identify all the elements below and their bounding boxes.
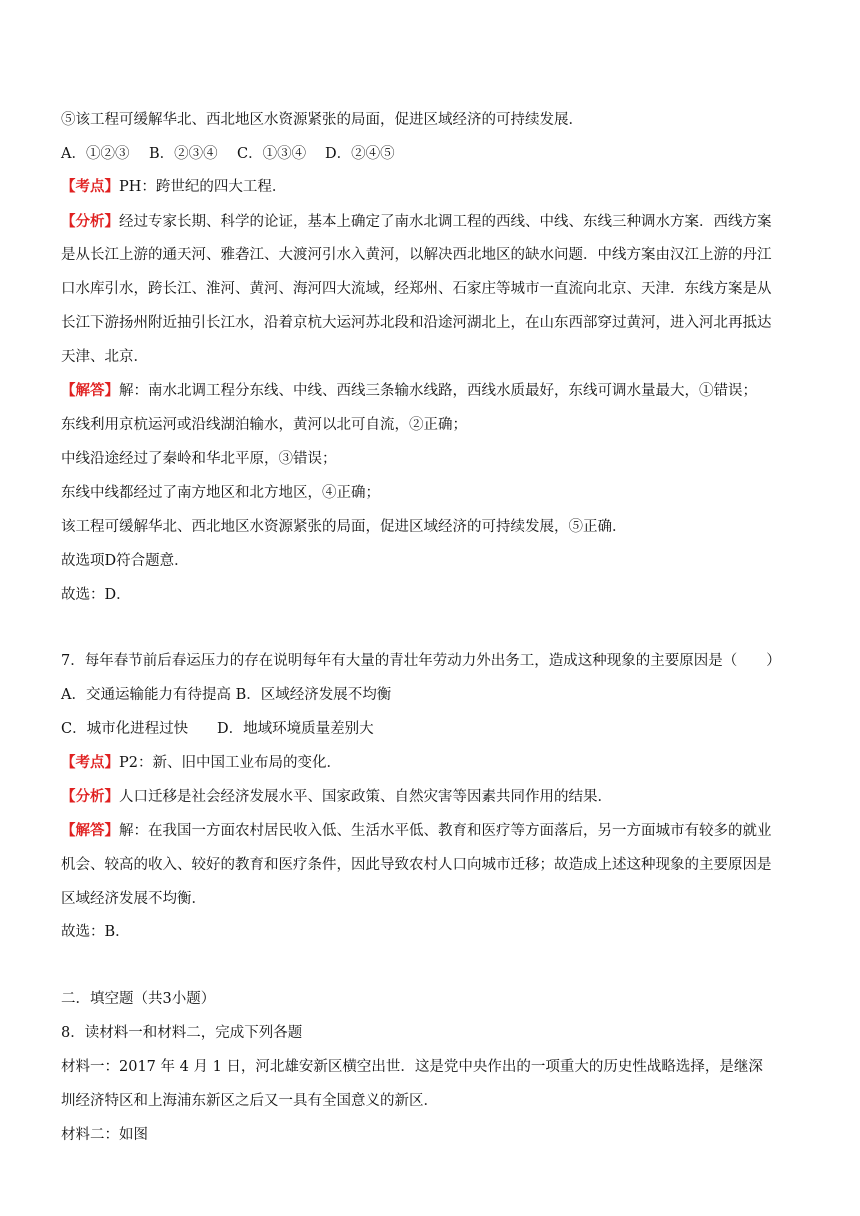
q7-jieda-line-3: 区域经济发展不均衡． — [61, 891, 206, 907]
fenxi-text: 经过专家长期、科学的论证，基本上确定了南水北调工程的西线、中线、东线三种调水方案．西线方案 — [119, 214, 772, 230]
q7-option-b: B．区域经济发展不均衡 — [235, 687, 392, 703]
q6-options — [61, 144, 395, 164]
q7-jieda-line-2: 机会、较高的收入、较好的教育和医疗条件，因此导致农村人口向城市迁移；故造成上述这种现象的主要原因是 — [61, 857, 772, 873]
jieda-text: 解：在我国一方面农村居民收入低、生活水平低、教育和医疗等方面落后，另一方面城市有较多的就业 — [119, 823, 772, 839]
q7-stem: 7．每年春节前后春运压力的存在说明每年有大量的青壮年劳动力外出务工，造成这种现象的主要原因是（ ） — [61, 653, 781, 669]
q6-jieda-line-6: 故选项D符合题意． — [61, 553, 189, 569]
q6-answer: 故选：D． — [61, 587, 131, 603]
q6-fenxi-line-1 — [61, 212, 772, 232]
fenxi-tag: 【分析】 — [61, 213, 119, 230]
q7-option-a: A．交通运输能力有待提高 — [61, 687, 231, 703]
q6-jieda-line-3: 中线沿途经过了秦岭和华北平原，③错误； — [61, 451, 337, 467]
q8-material-1-line-2: 圳经济特区和上海浦东新区之后又一具有全国意义的新区． — [61, 1093, 438, 1109]
fenxi-tag: 【分析】 — [61, 788, 119, 805]
jieda-tag: 【解答】 — [61, 822, 119, 839]
q6-option-a: A．①②③ — [61, 146, 130, 162]
kaodian-tag: 【考点】 — [61, 754, 119, 771]
jieda-tag: 【解答】 — [61, 382, 119, 399]
q8-material-1-line-1: 材料一：2017 年 4 月 1 日，河北雄安新区横空出世．这是党中央作出的一项重大的历史性战略选择，是继深 — [61, 1059, 763, 1075]
q8-material-2: 材料二：如图 — [61, 1127, 148, 1143]
q6-jieda-line-4: 东线中线都经过了南方地区和北方地区，④正确； — [61, 485, 380, 501]
q7-jieda-line-1 — [61, 821, 772, 841]
q6-item-5: ⑤该工程可缓解华北、西北地区水资源紧张的局面，促进区域经济的可持续发展． — [61, 112, 583, 128]
q7-option-d: D．地域环境质量差别大 — [217, 721, 374, 737]
q6-jieda-line-1 — [61, 381, 757, 401]
q7-fenxi — [61, 787, 612, 807]
q7-kaodian — [61, 753, 341, 773]
q6-fenxi-line-2: 是从长江上游的通天河、雅砻江、大渡河引水入黄河，以解决西北地区的缺水问题．中线方案由汉江上游的丹江 — [61, 247, 772, 263]
kaodian-text: PH：跨世纪的四大工程． — [119, 179, 287, 195]
q6-fenxi-line-5: 天津、北京． — [61, 349, 148, 365]
kaodian-text: P2：新、旧中国工业布局的变化． — [119, 755, 341, 771]
q7-options-row-2 — [61, 719, 374, 739]
q7-answer: 故选：B． — [61, 924, 130, 940]
q6-fenxi-line-3: 口水库引水，跨长江、淮河、黄河、海河四大流域，经郑州、石家庄等城市一直流向北京、天津．东线方案是从 — [61, 281, 772, 297]
q8-stem: 8．读材料一和材料二，完成下列各题 — [61, 1025, 303, 1041]
kaodian-tag: 【考点】 — [61, 178, 119, 195]
fenxi-text: 人口迁移是社会经济发展水平、国家政策、自然灾害等因素共同作用的结果． — [119, 789, 612, 805]
q6-jieda-line-2: 东线利用京杭运河或沿线湖泊输水，黄河以北可自流，②正确； — [61, 417, 467, 433]
q6-option-b: B．②③④ — [149, 146, 218, 162]
jieda-text: 解：南水北调工程分东线、中线、西线三条输水线路，西线水质最好，东线可调水量最大，①错误； — [119, 383, 757, 399]
q6-option-c: C．①③④ — [237, 146, 307, 162]
q7-option-c: C．城市化进程过快 — [61, 721, 189, 737]
q7-options-row-1 — [61, 685, 391, 705]
q6-jieda-line-5: 该工程可缓解华北、西北地区水资源紧张的局面，促进区域经济的可持续发展，⑤正确． — [61, 519, 627, 535]
q6-kaodian — [61, 177, 286, 197]
section-heading: 二．填空题（共3小题） — [61, 991, 216, 1007]
q6-fenxi-line-4: 长江下游扬州附近抽引长江水，沿着京杭大运河苏北段和沿途河湖北上，在山东西部穿过黄河，进入河北再抵达 — [61, 315, 772, 331]
q6-option-d: D．②④⑤ — [325, 146, 395, 162]
